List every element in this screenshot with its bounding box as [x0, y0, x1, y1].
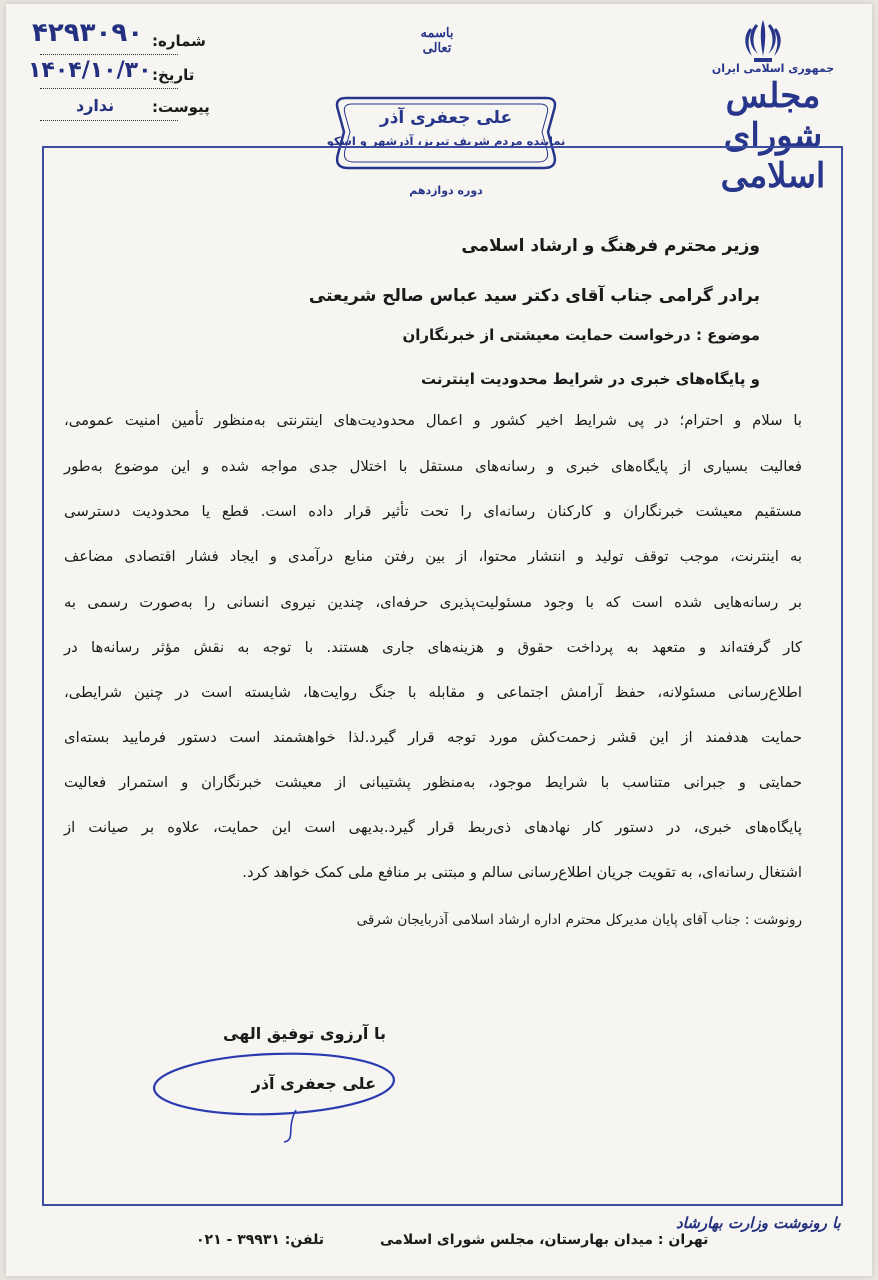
body-line: حمایت هدفمند از این قشر زحمت‌کش مورد توجه قرار گیرد.لذا خواهشمند است دستور فرمایید بسته‌ای — [64, 729, 802, 746]
handwritten-note: با رونوشت وزارت بهارشاد — [676, 1214, 841, 1232]
body-line: اطلاع‌رسانی مسئولانه، حفظ آرامش اجتماعی و مقابله با جنگ روایت‌ها، شایسته است در چنین شرایطی، — [64, 684, 802, 701]
body-line: پایگاه‌های خبری، در دستور کار نهادهای ذی‌ربط قرار گیرد.بدیهی است این حمایت، علاوه بر صیانت از — [64, 819, 802, 836]
parliament-logo — [684, 18, 864, 196]
body-line: کار گرفته‌اند و متعهد به پرداخت حقوق و هزینه‌های جاری هستند. با توجه به نقش مؤثر رسانه‌ها در — [64, 639, 802, 656]
republic-text: جمهوری اسلامی ایران — [711, 62, 835, 75]
basmala-text: باسمه تعالی — [420, 26, 454, 56]
letter-date: ۱۴۰۴/۱۰/۳۰ — [28, 58, 152, 83]
parliament-title: مجلس شورای اسلامی — [720, 76, 826, 196]
date-label: تاریخ: — [152, 66, 195, 84]
attachment-value: ندارد — [76, 96, 115, 115]
signature-ellipse-icon — [146, 1048, 406, 1148]
cc-line: رونوشت : جناب آقای پایان مدیرکل محترم اداره ارشاد اسلامی آذربایجان شرقی — [356, 912, 802, 928]
recipient-line-2: برادر گرامی جناب آقای دکتر سید عباس صالح شریعتی — [308, 286, 760, 306]
number-underline — [40, 54, 178, 55]
attachment-underline — [40, 120, 178, 121]
stamp-role: نماینده مردم شریف تبریز، آذرشهر و اسکو — [326, 134, 566, 148]
body-line: مستقیم معیشت خبرنگاران و کارکنان رسانه‌ای را تحت تأثیر قرار داده است. قطع یا محدودیت دسترسی — [64, 503, 802, 520]
iran-emblem-icon — [742, 18, 784, 64]
closing-text: با آرزوی توفیق الهی — [223, 1024, 386, 1043]
attachment-label: پیوست: — [152, 98, 210, 116]
date-underline — [40, 88, 178, 89]
body-line: به اینترنت، موجب توقف تولید و انتشار محتوا، از بین رفتن منابع درآمدی و ایجاد فشار اقتصادی مضاعف — [64, 548, 802, 565]
footer-phone: تلفن: ۳۹۹۳۱ - ۰۲۱ — [196, 1232, 325, 1248]
subject-line-2: و پایگاه‌های خبری در شرایط محدودیت اینترنت — [421, 370, 760, 388]
number-label: شماره: — [152, 32, 206, 50]
body-line: با سلام و احترام؛ در پی شرایط اخیر کشور و اعمال محدودیت‌های اینترنتی به‌منظور تأمین امنیت عمومی، — [64, 412, 802, 429]
signer-name: علی جعفری آذر — [251, 1074, 376, 1093]
footer-address: تهران : میدان بهارستان، مجلس شورای اسلامی — [380, 1232, 709, 1248]
subject-line-1: موضوع : درخواست حمایت معیشتی از خبرنگاران — [402, 326, 760, 344]
letter-page — [6, 4, 872, 1276]
body-line: بر رسانه‌هایی شده است که با وجود مسئولیت‌پذیری حرفه‌ای، چندین نیروی انسانی را به‌صورت رسمی به — [64, 594, 802, 611]
stamp-name: علی جعفری آذر — [379, 108, 513, 128]
body-line: فعالیت بسیاری از پایگاه‌های خبری و رسانه‌های مستقل با اختلال جدی مواجه شده و این موضوع به‌طور — [64, 458, 802, 475]
letter-number: ۴۲۹۳۰۹۰ — [32, 18, 144, 48]
recipient-line-1: وزیر محترم فرهنگ و ارشاد اسلامی — [461, 236, 760, 256]
stamp-term: دوره دوازدهم — [409, 184, 483, 197]
basmala — [410, 16, 464, 56]
body-line: اشتغال رسانه‌ای، به تقویت جریان اطلاع‌رسانی سالم و مبتنی بر منافع ملی کمک خواهد کرد. — [242, 864, 802, 881]
body-line: حمایتی و جبرانی متناسب با شرایط موجود، به‌منظور پشتیبانی از معیشت خبرنگاران و استمرار فعالیت — [64, 774, 802, 791]
